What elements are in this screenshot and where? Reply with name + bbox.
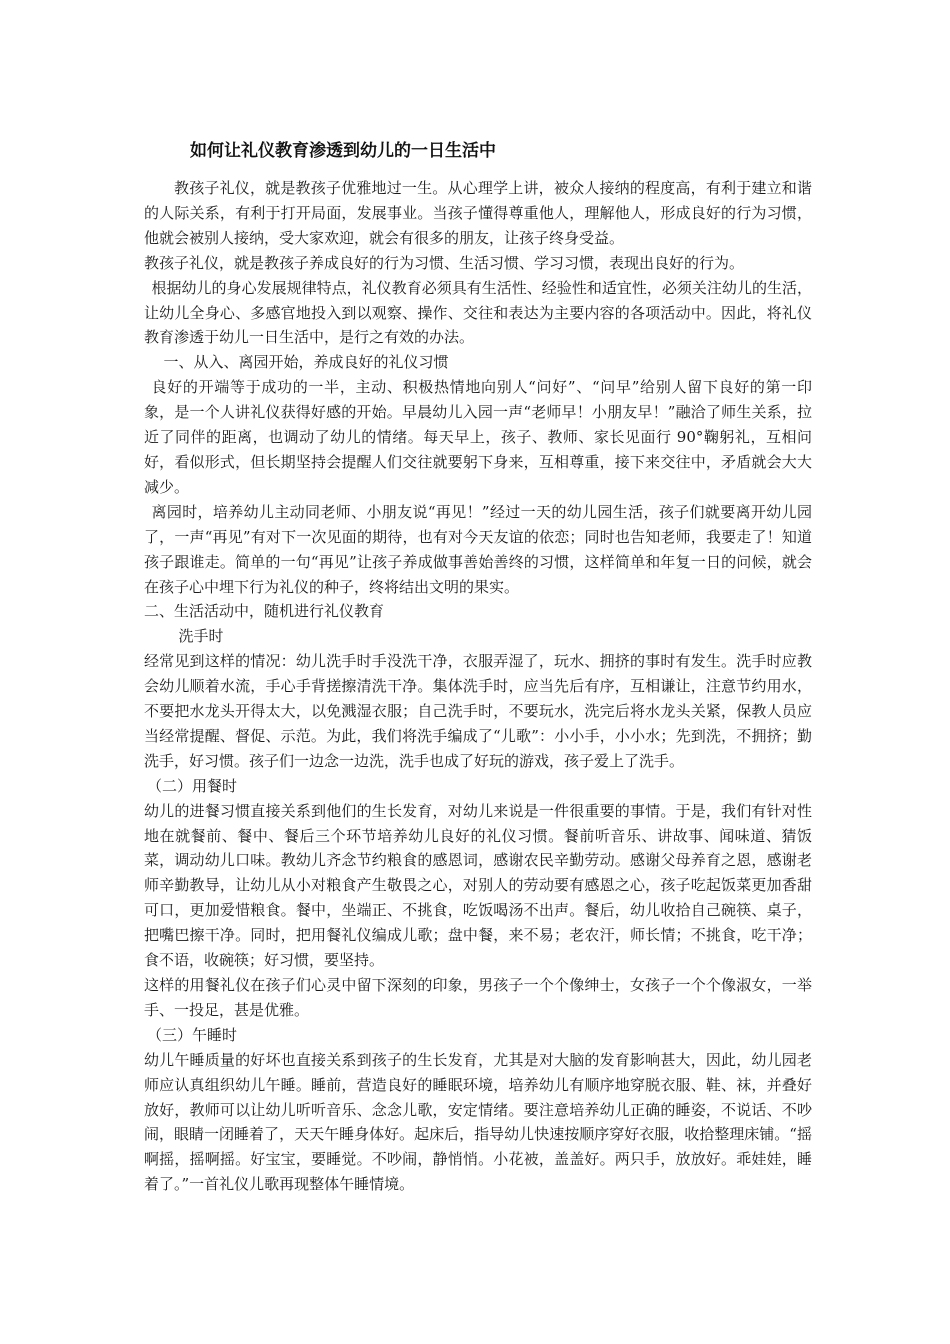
paragraph-farewell: 离园时，培养幼儿主动同老师、小朋友说“再见！”经过一天的幼儿园生活，孩子们就要离开幼儿园了，一声“再见”有对下一次见面的期待，也有对今天友谊的依恋；同时也告知老师，我要走了！知道孩子跟谁走。简单的一句“再见”让孩子养成做事善始善终的习惯，这样简单和年复一日的问候，就会在孩子心中埋下行为礼仪的种子，终将结出文明的果实。 [144,502,812,596]
document-body [144,176,812,1197]
document-title: 如何让礼仪教育渗透到幼儿的一日生活中 [190,141,496,161]
section-heading-1: 一、从入、离园开始，养成良好的礼仪习惯 [163,353,449,372]
subheading-meals: （二）用餐时 [147,776,238,795]
subheading-nap: （三）午睡时 [147,1025,238,1044]
paragraph-nap: 幼儿午睡质量的好坏也直接关系到孩子的生长发育，尤其是对大脑的发育影响甚大，因此，幼儿园老师应认真组织幼儿午睡。睡前，营造良好的睡眠环境，培养幼儿有顺序地穿脱衣服、鞋、袜，并叠好放好，教师可以让幼儿听听音乐、念念儿歌，安定情绪。要注意培养幼儿正确的睡姿，不说话、不吵闹，眼睛一闭睡着了，天天午睡身体好。起床后，指导幼儿快速按顺序穿好衣服，收拾整理床铺。“摇啊摇，摇啊摇。好宝宝，要睡觉。不吵闹，静悄悄。小花被，盖盖好。两只手，放放好。乖娃娃，睡着了。”一首礼仪儿歌再现整体午睡情境。 [144,1050,812,1194]
paragraph-meals-result: 这样的用餐礼仪在孩子们心灵中留下深刻的印象，男孩子一个个像绅士，女孩子一个个像淑女，一举手、一投足，甚是优雅。 [144,976,812,1019]
paragraph-intro: 教孩子礼仪，就是教孩子优雅地过一生。从心理学上讲，被众人接纳的程度高，有利于建立和谐的人际关系，有利于打开局面，发展事业。当孩子懂得尊重他人，理解他人，形成良好的行为习惯，他就会被别人接纳，受大家欢迎，就会有很多的朋友，让孩子终身受益。 [144,179,812,247]
paragraph-principle: 根据幼儿的身心发展规律特点，礼仪教育必须具有生活性、经验性和适宜性，必须关注幼儿的生活，让幼儿全身心、多感官地投入到以观察、操作、交往和表达为主要内容的各项活动中。因此，将礼仪教育渗透于幼儿一日生活中，是行之有效的办法。 [144,278,812,347]
paragraph-intro-2: 教孩子礼仪，就是教孩子养成良好的行为习惯、生活习惯、学习习惯，表现出良好的行为。 [144,253,745,272]
paragraph-meals: 幼儿的进餐习惯直接关系到他们的生长发育，对幼儿来说是一件很重要的事情。于是，我们有针对性地在就餐前、餐中、餐后三个环节培养幼儿良好的礼仪习惯。餐前听音乐、讲故事、闻味道、猜饭菜，调动幼儿口味。教幼儿齐念节约粮食的感恩词，感谢农民辛勤劳动。感谢父母养育之恩，感谢老师辛勤教导，让幼儿从小对粮食产生敬畏之心，对别人的劳动要有感恩之心，孩子吃起饭菜更加香甜可口，更加爱惜粮食。餐中，坐端正、不挑食，吃饭喝汤不出声。餐后，幼儿收拾自己碗筷、桌子，把嘴巴擦干净。同时，把用餐礼仪编成儿歌；盘中餐，来不易；老农汗，师长情；不挑食，吃干净；食不语，收碗筷；好习惯，要坚持。 [144,801,812,970]
paragraph-greeting: 良好的开端等于成功的一半，主动、积极热情地向别人“问好”、“问早”给别人留下良好的第一印象，是一个人讲礼仪获得好感的开始。早晨幼儿入园一声“老师早！小朋友早！”融洽了师生关系，拉近了同伴的距离，也调动了幼儿的情绪。每天早上，孩子、教师、家长见面行 90°鞠躬礼，互相问好，看似形式，但长期坚持会提醒人们交往就要躬下身来，互相尊重，接下来交往中，矛盾就会大大减少。 [144,378,812,496]
paragraph-handwashing: 经常见到这样的情况：幼儿洗手时手没洗干净，衣服弄湿了，玩水、拥挤的事时有发生。洗手时应教会幼儿顺着水流，手心手背搓擦清洗干净。集体洗手时，应当先后有序，互相谦让，注意节约用水，不要把水龙头开得太大，以免溅湿衣服；自己洗手时，不要玩水，洗完后将水龙头关紧，保教人员应当经常提醒、督促、示范。为此，我们将洗手编成了“儿歌”：小小手，小小水；先到洗，不拥挤；勤洗手，好习惯。孩子们一边念一边洗，洗手也成了好玩的游戏，孩子爱上了洗手。 [144,652,812,770]
section-heading-2: 二、生活活动中，随机进行礼仪教育 [144,602,385,621]
subheading-handwashing: 洗手时 [178,627,224,646]
